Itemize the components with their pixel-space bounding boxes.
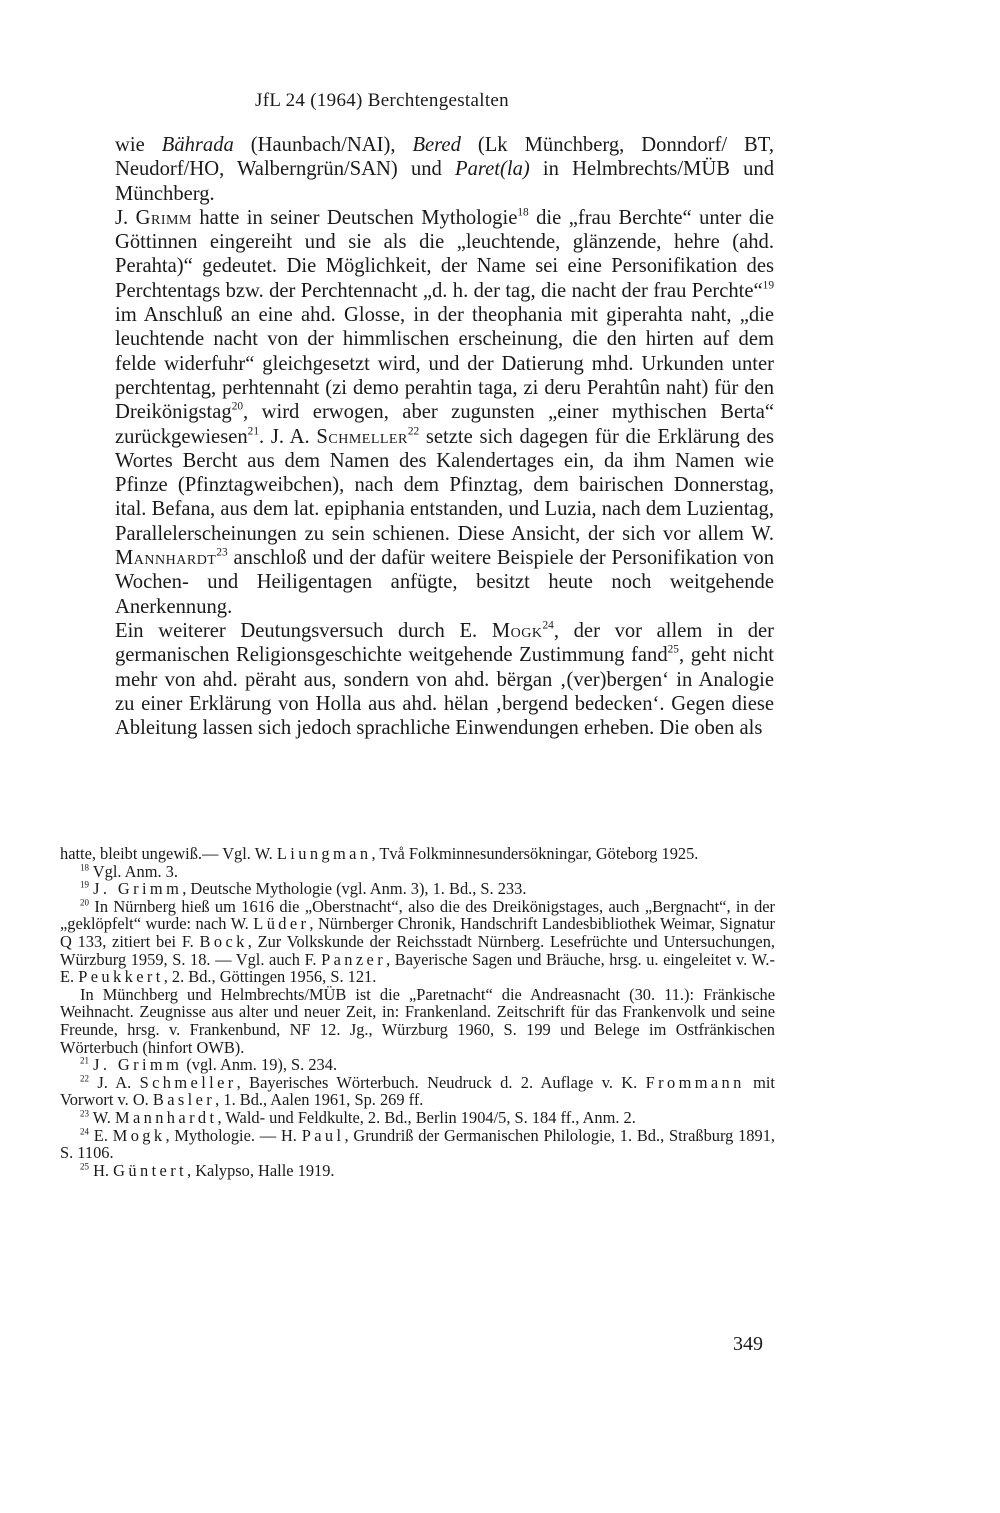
text: , der vor allem in der germanischen Religionsgeschichte weitgehende Zustimmung fand <box>115 619 774 667</box>
dialect-form: Bered <box>412 134 461 156</box>
text: , Deutsche Mythologie (vgl. Anm. 3), 1. Bd., S. 233. <box>182 879 527 899</box>
author-name: Paul <box>301 1125 345 1145</box>
dialect-form: Paret(la) <box>455 158 530 181</box>
text: , Wald- und Feldkulte, 2. Bd., Berlin 1904/5, S. 184 ff., Anm. 2. <box>217 1107 636 1127</box>
footnote-number: 24 <box>80 1125 89 1136</box>
footnote-ref: 20 <box>231 400 244 413</box>
author-name: Mannhardt <box>115 547 217 570</box>
text: W. <box>89 1107 115 1127</box>
text: (Lk Münchberg, Donndorf/ BT, Neudorf/HO, Walberngrün/SAN) und <box>115 134 774 181</box>
author-name: Bock <box>199 931 248 951</box>
author-name: Mannhardt <box>114 1107 218 1127</box>
text: J. A. <box>89 1072 140 1092</box>
running-header: JfL 24 (1964) Berchtengestalten <box>255 90 509 111</box>
text: in Helmbrechts/MÜB und Münchberg. <box>115 158 775 205</box>
main-text <box>115 133 774 740</box>
author-name: Lüder <box>253 914 310 934</box>
author-name: Mogk <box>491 619 543 642</box>
author-name: J. Grimm <box>93 1055 183 1075</box>
footnote-number: 20 <box>80 897 89 908</box>
text: . J. A. <box>258 425 317 448</box>
text: , Grundriß der Germanischen Philologie, 1. Bd., Straßburg 1891, S. 1106. <box>60 1125 775 1163</box>
dialect-form: Bährada <box>161 134 234 156</box>
author-name: Schmeller <box>316 425 408 448</box>
text: wie <box>115 134 162 156</box>
text: H. <box>89 1160 114 1180</box>
text: , 2. Bd., Göttingen 1956, S. 121. <box>163 967 377 987</box>
footnote-ref: 24 <box>542 619 554 632</box>
text: , Bayerische Sagen und Bräuche, hrsg. u. eingeleitet v. W.-E. <box>60 949 775 987</box>
text: Ein weiterer Deutungsversuch durch E. <box>115 619 492 642</box>
footnote-ref: 22 <box>407 425 420 438</box>
footnote-ref: 19 <box>762 279 774 292</box>
author-name: Frommann <box>645 1072 745 1092</box>
text: im Anschluß an eine ahd. Glosse, in der theophania mit giperahta naht, „die leuchtende nacht von der himmlischen erscheinung, die den hirten auf dem felde widerfuhr“ gleichgesetzt wird, und der Datierung mhd. Urkunden unter perchtentag, perhtennaht (zi demo perahtin taga, zi deru Perahtûn naht) für den Dreikönigstag <box>115 304 774 424</box>
footnote-21 <box>60 1056 775 1074</box>
footnote-25 <box>60 1162 775 1180</box>
footnote-number: 18 <box>80 861 89 872</box>
text: , Nürnberger Chronik, Handschrift Landesbibliothek Weimar, Signatur Q 133, zitiert bei F. <box>60 914 775 951</box>
text: mit Vorwort v. O. <box>60 1072 775 1110</box>
author-name: Mogk <box>112 1125 166 1145</box>
text: die „frau Berchte“ unter die Göttinnen eingereiht und sie als die „leuchtende, glänzende, hehre (ahd. Perahta)“ gedeutet. Die Möglichkeit, der Name sei eine Personifikation des Perchtentags bzw. der Perchtennacht „d. h. der tag, die nacht der frau Perchte“ <box>115 206 774 302</box>
text: setzte sich dagegen für die Erklärung des Wortes Bercht aus dem Namen des Kalendertages ein, da ihm Namen wie Pfinze (Pfinztagweibchen), nach dem Pfinztag, dem bairischen Donnerstag, ital. Befana, aus dem lat. epiphania entstanden, und Luzia, nach dem Luzientag, Parallelerscheinungen zu sein schienen. Diese Ansicht, der sich vor allem W. <box>115 425 775 545</box>
footnote-20 <box>60 898 775 986</box>
paragraph-2 <box>115 206 774 619</box>
author-name: Schmeller <box>139 1072 237 1092</box>
page-number: 349 <box>733 1333 763 1355</box>
text: (Haunbach/NAI), <box>233 134 413 156</box>
text: , Två Folkminnesundersökningar, Göteborg 1925. <box>371 844 699 863</box>
paragraph-3 <box>115 619 774 740</box>
footnote-ref: 21 <box>247 425 259 438</box>
text: , Mythologie. — H. <box>165 1125 302 1145</box>
text: hatte in seiner Deutschen Mythologie <box>191 206 518 229</box>
footnote-22 <box>60 1074 775 1109</box>
author-name: Peukkert <box>78 967 164 987</box>
text: J. <box>115 206 136 229</box>
text: hatte, bleibt ungewiß.— Vgl. W. <box>60 844 277 863</box>
text: E. <box>89 1125 113 1145</box>
author-name: Grimm <box>135 206 192 229</box>
text: (vgl. Anm. 19), S. 234. <box>182 1055 338 1075</box>
author-name: Güntert <box>113 1160 188 1180</box>
text: , Kalypso, Halle 1919. <box>187 1160 335 1180</box>
footnotes <box>60 845 775 1179</box>
footnote-number: 21 <box>80 1055 89 1066</box>
footnote-24 <box>60 1127 775 1162</box>
text: , Bayerisches Wörterbuch. Neudruck d. 2. Auflage v. K. <box>236 1072 646 1092</box>
footnote-23 <box>60 1109 775 1127</box>
text: anschloß und der dafür weitere Beispiele der Personifikation von Wochen- und Heiligentagen anfügte, besitzt heute noch weitgehende Anerkennung. <box>115 547 774 618</box>
author-name: Liungman <box>276 844 372 863</box>
footnote-18 <box>60 863 775 881</box>
text: , geht nicht mehr von ahd. përaht aus, sondern von ahd. bërgan ‚(ver)bergen‘ in Analogie zu einer Erklärung von Holla aus ahd. hëlan ‚bergend bedecken‘. Gegen diese Ableitung lassen sich jedoch sprachliche Einwendungen erheben. Die oben als <box>115 644 774 740</box>
text: In Nürnberg hieß um 1616 die „Oberstnacht“, also die des Dreikönigstages, auch „Bergnacht“, in der „geklöpfelt“ wurde: nach W. <box>60 896 775 934</box>
footnote-20-continuation: In Münchberg und Helmbrechts/MÜB ist die „Paretnacht“ die Andreasnacht (30. 11.): Fränkische Weihnacht. Zeugnisse aus alter und neuer Zeit, in: Frankenland. Zeitschrift für das Frankenvolk und seine Freunde, hrsg. v. Frankenbund, NF 12. Jg., Würzburg 1960, S. 199 und Belege im Ostfränkischen Wörterbuch (hinfort OWB). <box>60 984 775 1057</box>
footnote-number: 19 <box>80 879 89 890</box>
footnote-number: 22 <box>80 1072 89 1083</box>
author-name: Basler <box>152 1090 216 1110</box>
text: , wird erwogen, aber zugunsten „einer mythischen Berta“ zurückgewiesen <box>115 401 774 448</box>
paragraph-1 <box>115 133 774 206</box>
footnote-continuation <box>60 845 775 863</box>
text: , 1. Bd., Aalen 1961, Sp. 269 ff. <box>215 1090 424 1110</box>
footnote-number: 25 <box>80 1160 89 1171</box>
text: Vgl. Anm. 3. <box>89 861 178 881</box>
footnote-ref: 18 <box>517 206 529 219</box>
footnote-ref: 25 <box>667 643 679 656</box>
footnote-number: 23 <box>80 1108 89 1119</box>
author-name: J. Grimm <box>93 879 183 899</box>
text: , Zur Volkskunde der Reichsstadt Nürnberg. Lesefrüchte und Untersuchungen, Würzburg 1959, S. 18. — Vgl. auch F. <box>60 931 775 969</box>
footnote-19 <box>60 880 775 898</box>
footnote-ref: 23 <box>216 546 228 559</box>
author-name: Panzer <box>321 949 387 969</box>
